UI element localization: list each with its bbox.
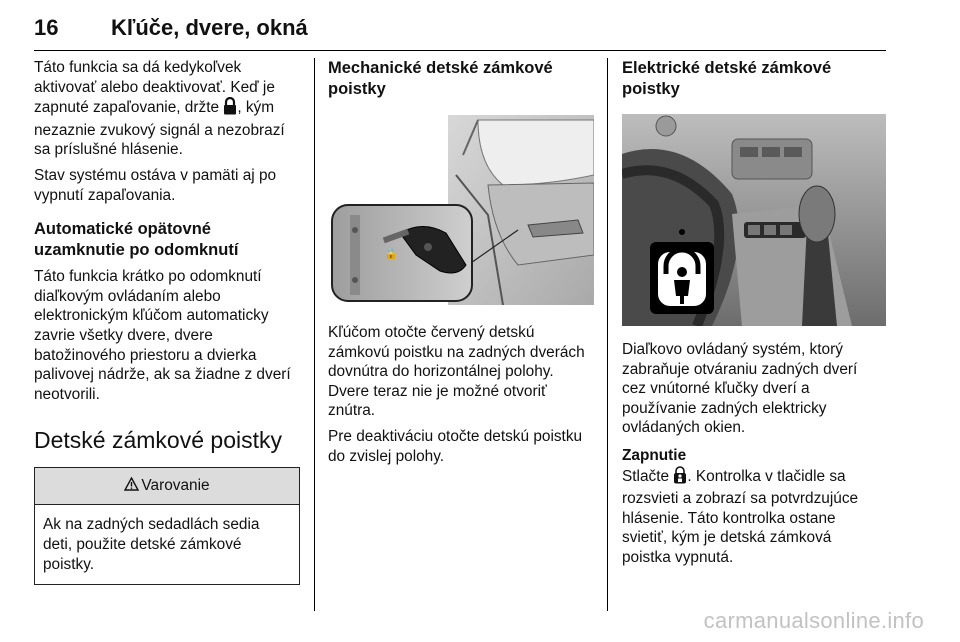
subheading-on: Zapnutie: [622, 446, 687, 464]
heading-auto-relock: Automatické opätovné uzamknutie po odomknutí: [34, 220, 239, 259]
lock-symbol-label: 🔒: [384, 248, 398, 260]
lock-icon: [223, 97, 237, 121]
warning-body: Ak na zadných sedadlách sedia deti, použite detské zámkové poistky.: [43, 516, 260, 573]
mechanical-child-lock-illustration: [328, 115, 594, 305]
warning-header: [35, 468, 299, 505]
electric-child-lock-illustration: [622, 114, 886, 326]
page-number: 16: [34, 15, 59, 40]
heading-mechanical: Mechanické detské zámkové poistky: [328, 59, 553, 98]
column-left: [34, 58, 302, 585]
page-header: [34, 12, 886, 51]
watermark: carmanualsonline.info: [703, 608, 924, 633]
paragraph-mechanical-1: Kľúčom otočte červený detskú zámkovú poistku na zadných dverách dovnútra do horizontálnej polohy. Dvere teraz nie je možné otvoriť znútra.: [328, 324, 585, 420]
child-lock-icon: [673, 466, 687, 490]
warning-box: [34, 467, 300, 585]
paragraph-mechanical-2: Pre deaktiváciu otočte detskú poistku do zvislej polohy.: [328, 427, 583, 465]
column-middle: [328, 58, 594, 466]
column-divider: [607, 58, 608, 611]
paragraph-memory: Stav systému ostáva v pamäti aj po vypnutí zapaľovania.: [34, 166, 277, 204]
column-divider: [314, 58, 315, 611]
paragraph-electric-1: Diaľkovo ovládaný systém, ktorý zabraňuje otváraniu zadných dverí cez vnútorné kľučky dverí a používanie zadných elektricky ovládaných okien.: [622, 341, 858, 437]
paragraph-auto-relock: Táto funkcia krátko po odomknutí diaľkovým ovládaním alebo elektronickým kľúčom automaticky zavrie všetky dvere, dvere batožinového priestoru a dvierka palivovej nádrže, ak sa žiadne z dverí neotvorili.: [34, 268, 291, 403]
page-title: Kľúče, dvere, okná: [111, 15, 308, 40]
paragraph-electric-2: Stlačte . Kontrolka v tlačidle sa rozsvieti a zobrazí sa potvrdzujúce hlásenie. Táto kontrolka ostane svietiť, kým je detská zámková poistka vypnutá.: [622, 467, 859, 566]
heading-electric: Elektrické detské zámkové poistky: [622, 59, 832, 98]
column-right: [622, 58, 888, 568]
warning-title: Varovanie: [141, 477, 210, 495]
heading-child-locks: Detské zámkové poistky: [34, 427, 282, 454]
warning-triangle-icon: [124, 477, 139, 496]
paragraph-function: Táto funkcia sa dá kedykoľvek aktivovať alebo deaktivovať. Keď je zapnuté zapaľovanie, držte , kým nezaznie zvukový signál a nezobrazí sa príslušné hlásenie.: [34, 59, 285, 159]
